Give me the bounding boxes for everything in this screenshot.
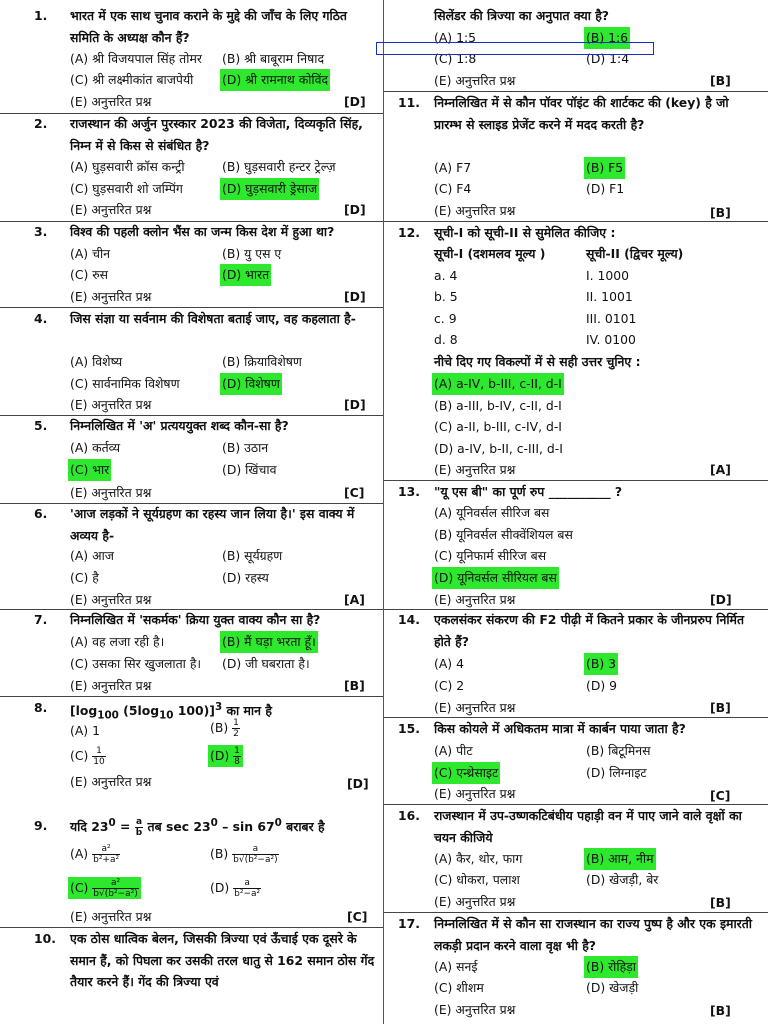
answer-key: [C] bbox=[344, 485, 365, 500]
option-d: (D) खेजड़ी, बेर bbox=[586, 872, 659, 887]
answer-key: [D] bbox=[344, 202, 366, 217]
option-e: (E) अनुत्तरित प्रश्न bbox=[70, 94, 152, 109]
question-text: [$\log_{100}$ ($5\log_{10}$ 100)]$^3$ का मान है bbox=[70, 701, 272, 722]
option-b: (B) सूर्यग्रहण bbox=[222, 548, 283, 563]
question-number: 12. bbox=[398, 225, 420, 240]
option-e: (E) अनुत्तरित प्रश्न bbox=[70, 485, 152, 500]
option-d: (D) जी घबराता है। bbox=[222, 656, 310, 671]
question-text: एक ठोस धात्विक बेलन, जिसकी त्रिज्या एवं ऊँचाई एक दूसरे के समान हैं, को पिघला कर उसकी तरल धातु से 162 समान ठोस गेंद तैयार करने हैं। गेंद की त्रिज्या एवं bbox=[70, 931, 375, 989]
question-text: सिलेंडर की त्रिज्या का अनुपात क्या है? bbox=[434, 8, 609, 23]
option-c: (C) सार्वनामिक विशेषण bbox=[70, 376, 180, 391]
option-d: (D) 9 bbox=[586, 678, 618, 693]
option-c: (C) यूनिफार्म सीरिज बस bbox=[434, 548, 547, 563]
option-b-correct: (B) मैं घड़ा भरता हूँ। bbox=[220, 631, 318, 653]
option-e: (E) अनुत्तरित प्रश्न bbox=[434, 203, 516, 218]
option-d: (D) लिग्नाइट bbox=[586, 765, 647, 780]
answer-key: [B] bbox=[710, 205, 731, 220]
question-number: 4. bbox=[34, 311, 48, 326]
option-a: (A) वह लजा रही है। bbox=[70, 634, 165, 649]
question-number: 8. bbox=[34, 700, 48, 715]
option-e: (E) अनुत्तरित प्रश्न bbox=[70, 774, 152, 789]
question-number: 6. bbox=[34, 506, 48, 521]
list-1-header: सूची-I (दशमलव मूल्य ) bbox=[434, 246, 546, 261]
option-a: (A) F7 bbox=[434, 160, 472, 175]
option-e: (E) अनुत्तरित प्रश्न bbox=[434, 73, 516, 88]
option-c: (C) रुस bbox=[70, 267, 109, 282]
option-a: (A) कर्तव्य bbox=[70, 440, 121, 455]
option-c: (C) घुड़सवारी शो जम्पिंग bbox=[70, 181, 183, 196]
option-a: (A) 1:5 bbox=[434, 30, 477, 45]
question-text: जिस संज्ञा या सर्वनाम की विशेषता बताई जाए, वह कहलाता है- bbox=[70, 311, 356, 326]
option-c: (C) शीशम bbox=[434, 980, 484, 995]
option-b-correct: (B) 3 bbox=[584, 653, 618, 675]
option-c: (C) 2 bbox=[434, 678, 465, 693]
list-2-item: IV. 0100 bbox=[586, 332, 636, 347]
answer-key: [D] bbox=[710, 592, 732, 607]
option-b: (B) यु एस ए bbox=[222, 246, 282, 261]
answer-key: [D] bbox=[347, 776, 369, 791]
answer-key: [B] bbox=[710, 895, 731, 910]
question-number: 5. bbox=[34, 418, 48, 433]
option-e: (E) अनुत्तरित प्रश्न bbox=[70, 592, 152, 607]
question-number: 9. bbox=[34, 818, 48, 833]
option-b-correct: (B) आम, नीम bbox=[584, 848, 656, 870]
option-e: (E) अनुत्तरित प्रश्न bbox=[434, 462, 516, 477]
option-d: (D) F1 bbox=[586, 181, 625, 196]
option-d-correct: (D) $\frac{1}{8}$ bbox=[208, 745, 243, 767]
list-1-item: d. 8 bbox=[434, 332, 458, 347]
option-c: (C) श्री लक्ष्मीकांत बाजपेयी bbox=[70, 72, 194, 87]
answer-key: [B] bbox=[710, 1003, 731, 1018]
option-d: (D) $\frac{a}{\text{b²−a²}}$ bbox=[210, 878, 261, 899]
option-a: (A) आज bbox=[70, 548, 114, 563]
option-b: (B) उठान bbox=[222, 440, 269, 455]
answer-key: [C] bbox=[347, 909, 368, 924]
option-d: (D) खेजड़ी bbox=[586, 980, 639, 995]
option-a: (A) श्री विजयपाल सिंह तोमर bbox=[70, 51, 202, 66]
question-number: 16. bbox=[398, 808, 420, 823]
question-number: 13. bbox=[398, 484, 420, 499]
answer-key: [B] bbox=[344, 678, 365, 693]
option-b: (B) $\frac{1}{2}$ bbox=[210, 718, 239, 739]
option-c-correct: (C) एन्थ्रेसाइट bbox=[432, 762, 500, 784]
option-e: (E) अनुत्तरित प्रश्न bbox=[434, 894, 516, 909]
question-text: राजस्थान की अर्जुन पुरस्कार 2023 की विजेता, दिव्यकृति सिंह, निम्न में से किस से संबंधित है? bbox=[70, 116, 363, 153]
option-d-correct: (D) यूनिवर्सल सीरियल बस bbox=[432, 567, 559, 589]
option-b: (B) यूनिवर्सल सीक्वेंशियल बस bbox=[434, 527, 573, 542]
option-e: (E) अनुत्तरित प्रश्न bbox=[70, 909, 152, 924]
option-d: (D) खिंचाव bbox=[222, 462, 277, 477]
list-2-item: III. 0101 bbox=[586, 311, 637, 326]
question-number: 7. bbox=[34, 612, 48, 627]
list-2-header: सूची-II (द्विचर मूल्य) bbox=[586, 246, 684, 261]
option-a: (A) चीन bbox=[70, 246, 111, 261]
list-2-item: II. 1001 bbox=[586, 289, 633, 304]
question-text: यदि $23^0$ = $\frac{a}{b}$ तब $\sec 23^0$ – $\sin 67^0$ बराबर है bbox=[70, 817, 325, 839]
option-c: (C) $\frac{1}{10}$ bbox=[70, 746, 105, 767]
option-d-correct: (D) भारत bbox=[220, 264, 271, 286]
option-c: (C) 1:8 bbox=[434, 51, 477, 66]
answer-key: [D] bbox=[344, 289, 366, 304]
question-text: निम्नलिखित में से कौन पॉवर पॉइंट की शार्टकट की (key) है जो प्रारम्भ से स्लाइड प्रेजेंट करने में मदद करती है? bbox=[434, 95, 729, 132]
answer-key: [A] bbox=[710, 462, 731, 477]
option-b: (B) घुड़सवारी हन्टर ट्रेल्ज़ bbox=[222, 159, 336, 174]
option-b: (B) श्री बाबूराम निषाद bbox=[222, 51, 325, 66]
answer-key: [C] bbox=[710, 788, 731, 803]
option-b-correct: (B) F5 bbox=[584, 157, 625, 179]
option-a: (A) घुड़सवारी क्रॉस कन्ट्री bbox=[70, 159, 185, 174]
question-number: 3. bbox=[34, 224, 48, 239]
option-a: (A) $\frac{\text{a²}}{\text{b²+a²}}$ bbox=[70, 844, 120, 865]
option-e: (E) अनुत्तरित प्रश्न bbox=[70, 202, 152, 217]
option-d: (D) 1:4 bbox=[586, 51, 630, 66]
option-d-correct: (D) विशेषण bbox=[220, 373, 282, 395]
question-text: विश्व की पहली क्लोन भैंस का जन्म किस देश में हुआ था? bbox=[70, 224, 335, 239]
answer-key: [A] bbox=[344, 592, 365, 607]
option-a: (A) 1 bbox=[70, 723, 100, 738]
list-2-item: I. 1000 bbox=[586, 268, 630, 283]
question-number: 17. bbox=[398, 916, 420, 931]
option-e: (E) अनुत्तरित प्रश्न bbox=[70, 397, 152, 412]
list-1-item: c. 9 bbox=[434, 311, 457, 326]
option-b-correct: (B) रोहिड़ा bbox=[584, 956, 638, 978]
question-text: 'आज लड़कों ने सूर्यग्रहण का रहस्य जान लिया है।' इस वाक्य में अव्यय है- bbox=[70, 506, 355, 543]
option-a: (A) पीट bbox=[434, 743, 473, 758]
question-text: सूची-I को सूची-II से सुमेलित कीजिए : bbox=[434, 225, 616, 240]
option-c: (C) a-II, b-III, c-IV, d-I bbox=[434, 419, 562, 434]
right-column bbox=[384, 0, 768, 1024]
question-text: निम्नलिखित में 'सकर्मक' क्रिया युक्त वाक्य कौन सा है? bbox=[70, 612, 321, 627]
answer-key: [D] bbox=[344, 397, 366, 412]
option-e: (E) अनुत्तरित प्रश्न bbox=[434, 592, 516, 607]
option-b: (B) बिटूमिनस bbox=[586, 743, 651, 758]
option-e: (E) अनुत्तरित प्रश्न bbox=[434, 1002, 516, 1017]
option-c-correct: (C) भार bbox=[68, 459, 111, 481]
option-e: (E) अनुत्तरित प्रश्न bbox=[70, 289, 152, 304]
question-text: किस कोयले में अधिकतम मात्रा में कार्बन पाया जाता है? bbox=[434, 721, 686, 736]
list-1-item: b. 5 bbox=[434, 289, 458, 304]
answer-key: [B] bbox=[710, 700, 731, 715]
question-number: 14. bbox=[398, 612, 420, 627]
question-number: 11. bbox=[398, 95, 420, 110]
option-a: (A) 4 bbox=[434, 656, 464, 671]
question-text: निम्नलिखित में से कौन सा राजस्थान का राज्य पुष्प है और एक इमारती लकड़ी प्रदान करने वाला वृक्ष भी है? bbox=[434, 916, 753, 953]
question-text: "यू एस बी" का पूर्ण रुप __________ ? bbox=[434, 484, 623, 499]
option-d: (D) a-IV, b-II, c-III, d-I bbox=[434, 441, 563, 456]
list-1-item: a. 4 bbox=[434, 268, 458, 283]
option-c: (C) धोकरा, पलाश bbox=[434, 872, 520, 887]
option-e: (E) अनुत्तरित प्रश्न bbox=[434, 700, 516, 715]
option-c: (C) है bbox=[70, 570, 99, 585]
question-number: 2. bbox=[34, 116, 48, 131]
annotation-box bbox=[376, 42, 654, 55]
answer-key: [D] bbox=[344, 94, 366, 109]
option-c: (C) F4 bbox=[434, 181, 472, 196]
option-b-correct: (B) 1:6 bbox=[584, 27, 630, 49]
question-text: भारत में एक साथ चुनाव कराने के मुद्दे की जाँच के लिए गठित समिति के अध्यक्ष कौन हैं? bbox=[70, 8, 347, 45]
option-b: (B) क्रियाविशेषण bbox=[222, 354, 302, 369]
option-c-correct: (C) $\frac{\text{a²}}{\text{b√(b²−a²)}}$ bbox=[68, 877, 141, 899]
option-b: (B) a-III, b-IV, c-II, d-I bbox=[434, 398, 562, 413]
option-c: (C) उसका सिर खुजलाता है। bbox=[70, 656, 202, 671]
answer-key: [B] bbox=[710, 73, 731, 88]
option-a: (A) यूनिवर्सल सीरिज बस bbox=[434, 505, 550, 520]
question-text: निम्नलिखित में 'अ' प्रत्यययुक्त शब्द कौन-सा है? bbox=[70, 418, 289, 433]
question-text: एकलसंकर संकरण की F2 पीढ़ी में कितने प्रकार के जीनप्ररुप निर्मित होते हैं? bbox=[434, 612, 745, 649]
option-d: (D) रहस्य bbox=[222, 570, 269, 585]
option-a: (A) विशेष्य bbox=[70, 354, 123, 369]
option-b: (B) $\frac{a}{\text{b√(b²−a²)}}$ bbox=[210, 844, 278, 865]
option-e: (E) अनुत्तरित प्रश्न bbox=[434, 786, 516, 801]
option-e: (E) अनुत्तरित प्रश्न bbox=[70, 678, 152, 693]
question-number: 1. bbox=[34, 8, 48, 23]
option-d-correct: (D) श्री रामनाथ कोविंद bbox=[220, 69, 330, 91]
choose-instruction: नीचे दिए गए विकल्पों में से सही उत्तर चुनिए : bbox=[434, 354, 641, 369]
option-a: (A) सनई bbox=[434, 959, 478, 974]
option-d-correct: (D) घुड़सवारी ड्रेसाज bbox=[220, 178, 319, 200]
option-a-correct: (A) a-IV, b-III, c-II, d-I bbox=[432, 373, 564, 395]
question-number: 15. bbox=[398, 721, 420, 736]
question-number: 10. bbox=[34, 931, 56, 946]
option-a: (A) कैर, थोर, फाग bbox=[434, 851, 523, 866]
question-text: राजस्थान में उप-उष्णकटिबंधीय पहाड़ी वन में पाए जाने वाले वृक्षों का चयन कीजिये bbox=[434, 808, 742, 845]
